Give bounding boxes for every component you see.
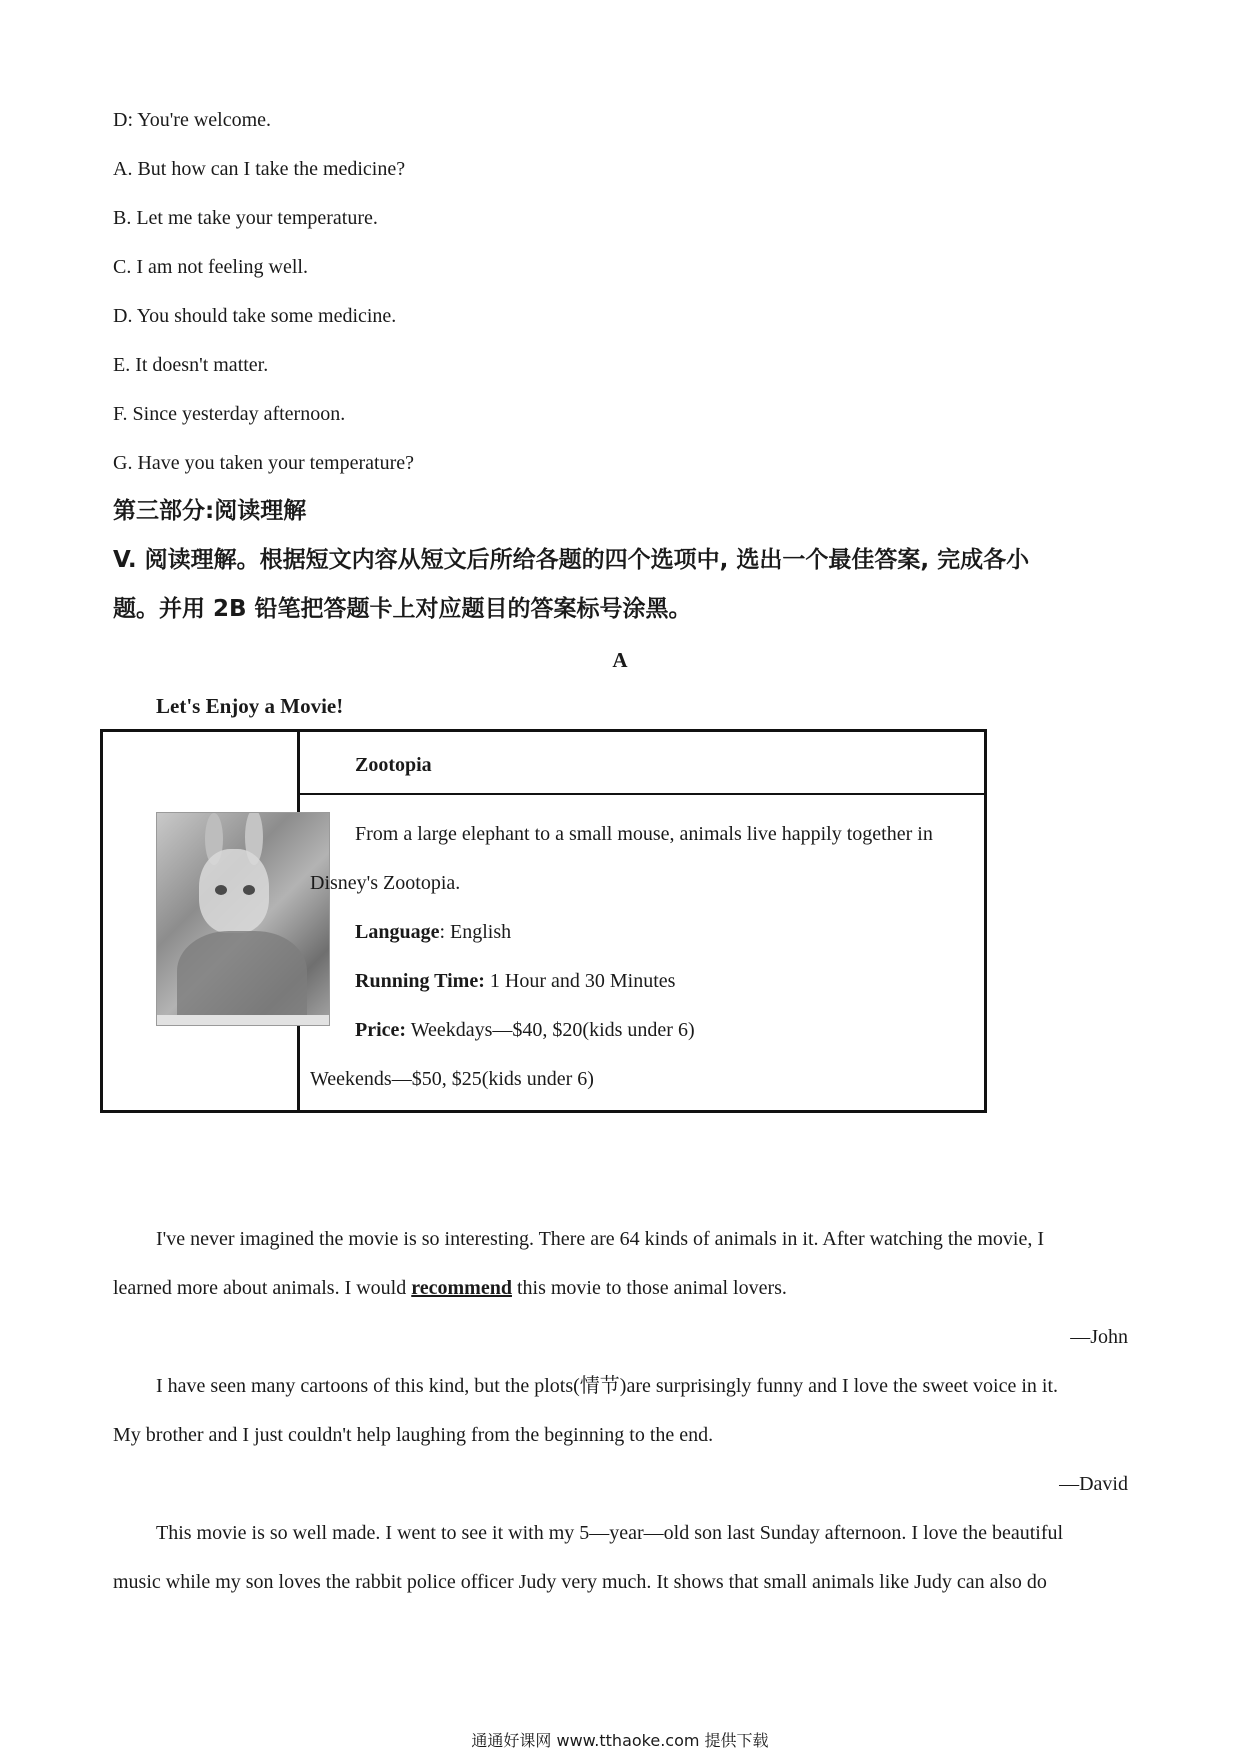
movie-description-line-1: From a large elephant to a small mouse, animals live happily together in bbox=[355, 823, 933, 845]
review-john-line-2-post: this movie to those animal lovers. bbox=[511, 1277, 787, 1299]
review-david-line-2: My brother and I just couldn't help laughing from the beginning to the end. bbox=[113, 1424, 714, 1446]
option-a: A. But how can I take the medicine? bbox=[113, 158, 406, 180]
movie-poster-image bbox=[156, 812, 330, 1026]
option-f: F. Since yesterday afternoon. bbox=[113, 403, 346, 425]
review-david-signature: —David bbox=[1059, 1473, 1128, 1495]
review-john-line-2-pre: learned more about animals. I would bbox=[113, 1277, 412, 1299]
running-time-label: Running Time: bbox=[355, 970, 485, 992]
price-weekdays: Weekdays—$40, $20(kids under 6) bbox=[406, 1019, 695, 1041]
poster-eye-left bbox=[215, 885, 227, 895]
review-john-signature: —John bbox=[1070, 1326, 1128, 1348]
movie-price bbox=[355, 1018, 695, 1042]
movie-name: Zootopia bbox=[355, 754, 432, 776]
review-david-line-1: I have seen many cartoons of this kind, but the plots(情节)are surprisingly funny and I love the sweet voice in it. bbox=[156, 1375, 1059, 1397]
poster-face bbox=[199, 849, 269, 933]
review-john-line-1: I've never imagined the movie is so interesting. There are 64 kinds of animals in it. After watching the movie, I bbox=[156, 1228, 1044, 1250]
page-footer: 通通好课网 www.tthaoke.com 提供下载 bbox=[471, 1731, 769, 1750]
keyword-recommend: recommend bbox=[411, 1277, 512, 1299]
movie-language bbox=[355, 920, 511, 944]
movie-running-time bbox=[355, 969, 675, 993]
review-john-line-2 bbox=[113, 1276, 1129, 1300]
price-weekends: Weekends—$50, $25(kids under 6) bbox=[310, 1068, 594, 1090]
option-e: E. It doesn't matter. bbox=[113, 354, 269, 376]
option-c: C. I am not feeling well. bbox=[113, 256, 308, 278]
price-label: Price: bbox=[355, 1019, 407, 1041]
poster-eye-right bbox=[243, 885, 255, 895]
instruction-line-1: V. 阅读理解。根据短文内容从短文后所给各题的四个选项中, 选出一个最佳答案, 完成各小 bbox=[113, 547, 1030, 573]
option-d: D. You should take some medicine. bbox=[113, 305, 397, 327]
review-third-line-1: This movie is so well made. I went to see it with my 5—year—old son last Sunday afternoon. I love the beautiful bbox=[156, 1522, 1064, 1544]
review-third-line-2: music while my son loves the rabbit police officer Judy very much. It shows that small animals like Judy can also do bbox=[113, 1571, 1047, 1593]
poster-body bbox=[177, 931, 307, 1026]
table-row-divider bbox=[297, 793, 987, 795]
section-title: 第三部分:阅读理解 bbox=[113, 498, 307, 524]
option-g: G. Have you taken your temperature? bbox=[113, 452, 414, 474]
running-time-value: 1 Hour and 30 Minutes bbox=[484, 970, 676, 992]
option-b: B. Let me take your temperature. bbox=[113, 207, 378, 229]
option-line-d-welcome: D: You're welcome. bbox=[113, 109, 272, 131]
passage-letter: A bbox=[612, 648, 628, 672]
poster-caption-strip bbox=[157, 1015, 329, 1025]
movie-heading: Let's Enjoy a Movie! bbox=[156, 694, 344, 718]
language-value: : English bbox=[439, 921, 512, 943]
instruction-line-2: 题。并用 2B 铅笔把答题卡上对应题目的答案标号涂黑。 bbox=[113, 596, 692, 622]
movie-description-line-2: Disney's Zootopia. bbox=[310, 872, 461, 894]
language-label: Language bbox=[355, 921, 440, 943]
